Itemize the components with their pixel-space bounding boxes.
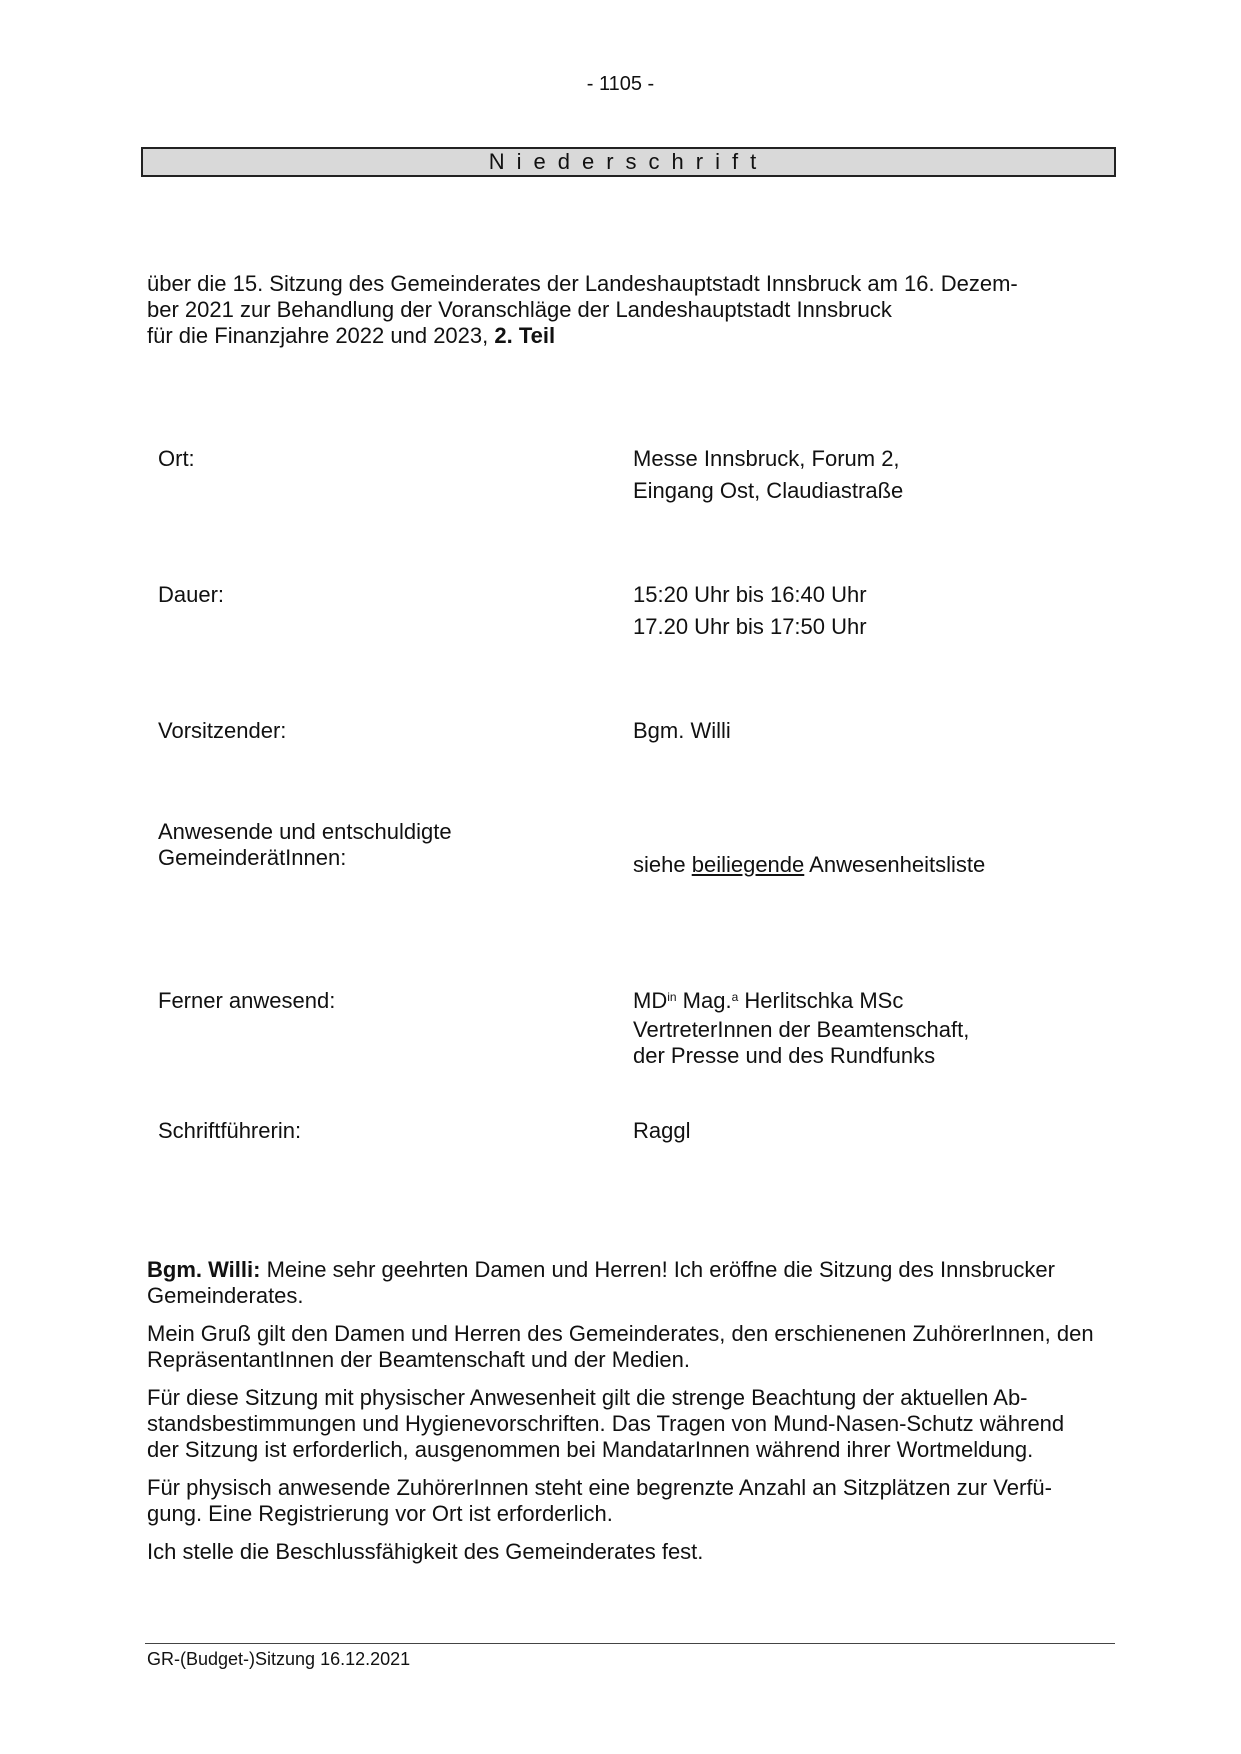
ferner-line-2: VertreterInnen der Beamtenschaft, bbox=[633, 1017, 970, 1042]
anwesende-value bbox=[633, 849, 985, 881]
intro-line-3-text: für die Finanzjahre 2022 und 2023, bbox=[147, 323, 495, 348]
speaker-name: Bgm. Willi: bbox=[147, 1257, 261, 1282]
intro-line-2: ber 2021 zur Behandlung der Voranschläge der Landeshauptstadt Innsbruck bbox=[147, 297, 892, 322]
ort-value bbox=[633, 443, 903, 507]
footer-text: GR-(Budget-)Sitzung 16.12.2021 bbox=[147, 1649, 411, 1669]
ferner-line-1 bbox=[633, 985, 969, 1017]
ferner-value bbox=[633, 985, 969, 1069]
ferner-label: Ferner anwesend: bbox=[158, 988, 336, 1013]
ort-line-1: Messe Innsbruck, Forum 2, bbox=[633, 446, 900, 471]
speech-p3-line-3: der Sitzung ist erforderlich, ausgenommen bei MandatarInnen während ihrer Wortmeldung. bbox=[147, 1437, 1034, 1462]
ort-label: Ort: bbox=[158, 446, 195, 471]
ferner-line-3: der Presse und des Rundfunks bbox=[633, 1043, 936, 1068]
ferner-mag: Mag. bbox=[676, 988, 732, 1013]
speech-paragraph-3 bbox=[147, 1385, 1107, 1463]
anwesende-suffix: Anwesenheitsliste bbox=[804, 852, 986, 877]
speech-p3-line-2: standsbestimmungen und Hygienevorschriften. Das Tragen von Mund-Nasen-Schutz während bbox=[147, 1411, 1065, 1436]
ferner-mag-sup: a bbox=[731, 990, 739, 1004]
intro-part-label: 2. Teil bbox=[494, 323, 556, 348]
intro-paragraph bbox=[147, 271, 1077, 349]
speech-body bbox=[147, 1257, 1107, 1577]
dauer-value bbox=[633, 579, 867, 643]
dauer-line-1: 15:20 Uhr bis 16:40 Uhr bbox=[633, 582, 867, 607]
ferner-md-sup: in bbox=[667, 990, 677, 1004]
schrift-label: Schriftführerin: bbox=[158, 1118, 302, 1143]
speech-paragraph-4 bbox=[147, 1475, 1107, 1527]
document-title: Niederschrift bbox=[141, 147, 1116, 177]
footer-divider bbox=[145, 1643, 1115, 1644]
speech-paragraph-5: Ich stelle die Beschlussfähigkeit des Gemeinderates fest. bbox=[147, 1539, 704, 1564]
speech-paragraph-1 bbox=[147, 1257, 1107, 1309]
speech-p4-line-2: gung. Eine Registrierung vor Ort ist erforderlich. bbox=[147, 1501, 613, 1526]
dauer-line-2: 17.20 Uhr bis 17:50 Uhr bbox=[633, 614, 867, 639]
page-number: - 1105 - bbox=[586, 73, 655, 95]
intro-line-1: über die 15. Sitzung des Gemeinderates der Landeshauptstadt Innsbruck am 16. Dezem- bbox=[147, 271, 1018, 296]
anwesende-label bbox=[158, 819, 452, 871]
ort-line-2: Eingang Ost, Claudiastraße bbox=[633, 478, 904, 503]
vorsitz-value: Bgm. Willi bbox=[633, 718, 731, 743]
speech-paragraph-2: Mein Gruß gilt den Damen und Herren des Gemeinderates, den erschienenen ZuhörerInnen, den RepräsentantInnen der Beamtenschaft und der Medien. bbox=[147, 1321, 1094, 1372]
ferner-name: Herlitschka MSc bbox=[738, 988, 904, 1013]
dauer-label: Dauer: bbox=[158, 582, 225, 607]
anwesende-label-line-1: Anwesende und entschuldigte bbox=[158, 819, 452, 844]
anwesende-underlined: beiliegende bbox=[691, 852, 805, 877]
ferner-md: MD bbox=[633, 988, 668, 1013]
anwesende-prefix: siehe bbox=[633, 852, 692, 877]
schrift-value: Raggl bbox=[633, 1118, 691, 1143]
speech-p1-text: Meine sehr geehrten Damen und Herren! Ich eröffne die Sitzung des Innsbrucker Gemeinderates. bbox=[147, 1257, 1055, 1308]
anwesende-label-line-2: GemeinderätInnen: bbox=[158, 845, 347, 870]
vorsitz-label: Vorsitzender: bbox=[158, 718, 287, 743]
speech-p3-line-1: Für diese Sitzung mit physischer Anwesenheit gilt die strenge Beachtung der aktuellen Ab- bbox=[147, 1385, 1028, 1410]
speech-p4-line-1: Für physisch anwesende ZuhörerInnen steht eine begrenzte Anzahl an Sitzplätzen zur Verfü- bbox=[147, 1475, 1052, 1500]
intro-line-3 bbox=[147, 323, 1077, 349]
